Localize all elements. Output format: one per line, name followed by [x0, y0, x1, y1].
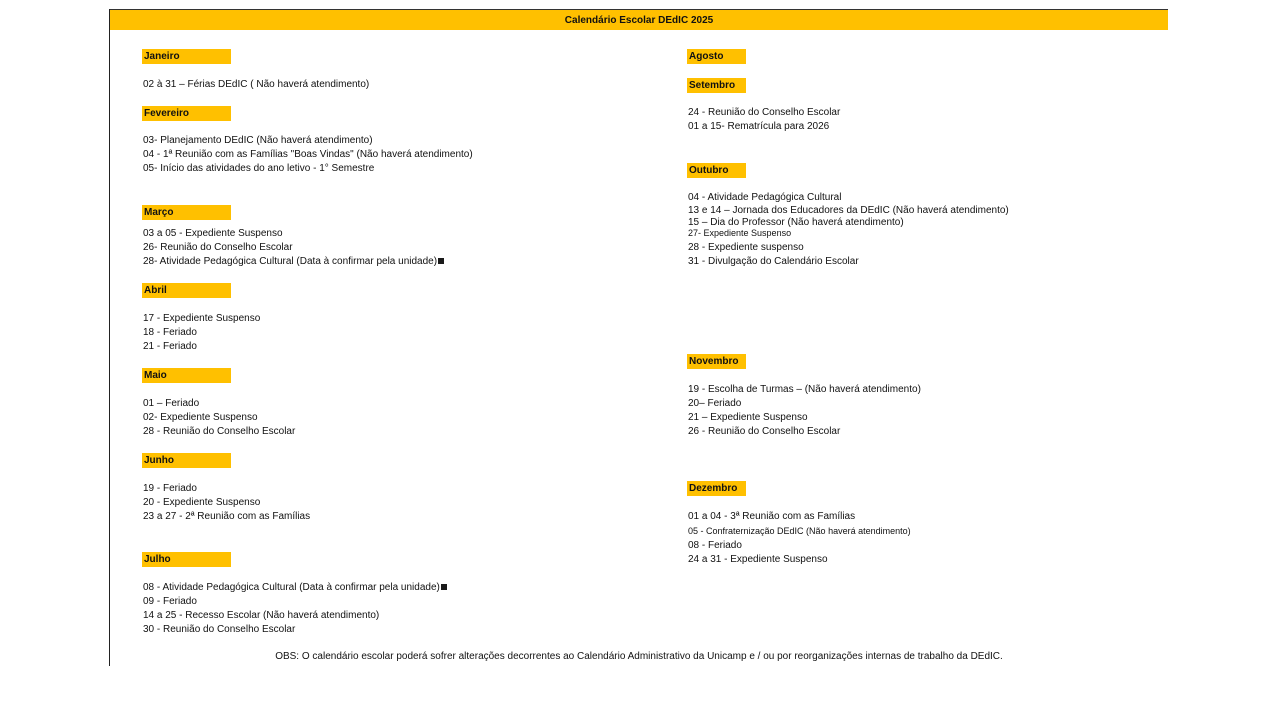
month-section-julho: [142, 552, 440, 635]
month-section-janeiro: [142, 49, 370, 90]
event-item: 13 e 14 – Jornada dos Educadores da DEdIC (Não haverá atendimento): [688, 205, 1009, 216]
left-border-line: [109, 9, 110, 666]
month-section-abril: [142, 283, 261, 352]
month-section-outubro: [687, 163, 1009, 267]
event-item: 04 - Atividade Pedagógica Cultural: [688, 192, 842, 203]
month-label: Setembro: [687, 78, 746, 93]
event-list: [143, 227, 444, 269]
month-section-fevereiro: [142, 106, 473, 174]
placeholder-icon: [438, 258, 444, 264]
event-item: 28 - Reunião do Conselho Escolar: [143, 426, 296, 437]
event-item: 08 - Feriado: [688, 540, 742, 551]
event-item: 24 - Reunião do Conselho Escolar: [688, 107, 841, 118]
event-item: 19 - Escolha de Turmas – (Não haverá atendimento): [688, 384, 921, 395]
event-item: 18 - Feriado: [143, 327, 197, 338]
calendar-title: Calendário Escolar DEdIC 2025: [110, 9, 1168, 30]
event-item: 31 - Divulgação do Calendário Escolar: [688, 256, 859, 267]
month-label: Julho: [142, 552, 231, 567]
event-item: 20– Feriado: [688, 398, 742, 409]
event-list: [688, 106, 840, 134]
event-text: 28- Atividade Pedagógica Cultural (Data à confirmar pela unidade): [143, 256, 438, 267]
month-section-agosto: [687, 49, 746, 64]
event-item: 19 - Feriado: [143, 483, 197, 494]
month-label: Dezembro: [687, 481, 746, 496]
event-item: 02- Expediente Suspenso: [143, 412, 258, 423]
event-item: 21 - Feriado: [143, 341, 197, 352]
event-list: [688, 191, 1009, 269]
event-item: 14 a 25 - Recesso Escolar (Não haverá atendimento): [143, 610, 380, 621]
event-item: 26- Reunião do Conselho Escolar: [143, 242, 293, 253]
event-item: 03 a 05 - Expediente Suspenso: [143, 228, 283, 239]
month-label: Fevereiro: [142, 106, 231, 121]
event-list: [143, 312, 260, 354]
event-item: 21 – Expediente Suspenso: [688, 412, 808, 423]
month-label: Março: [142, 205, 231, 220]
event-item: 26 - Reunião do Conselho Escolar: [688, 426, 841, 437]
event-item: 01 – Feriado: [143, 398, 200, 409]
event-item: 01 a 04 - 3ª Reunião com as Famílias: [688, 511, 856, 522]
event-list: [688, 510, 911, 567]
event-list: [688, 383, 921, 439]
month-label: Janeiro: [142, 49, 231, 64]
event-item: 09 - Feriado: [143, 596, 197, 607]
event-item: 27- Expediente Suspenso: [688, 228, 792, 238]
event-list: [143, 78, 369, 92]
month-section-marco: [142, 205, 438, 267]
observation-note: OBS: O calendário escolar poderá sofrer alterações decorrentes ao Calendário Administrativo da Unicamp e / ou por reorganizações internas de trabalho da DEdIC.: [275, 651, 1003, 662]
event-item: 23 a 27 - 2ª Reunião com as Famílias: [143, 511, 311, 522]
event-item: 28 - Expediente suspenso: [688, 242, 804, 253]
month-label: Novembro: [687, 354, 746, 369]
month-label: Agosto: [687, 49, 746, 64]
event-list: [143, 581, 447, 637]
month-label: Maio: [142, 368, 231, 383]
event-item: 17 - Expediente Suspenso: [143, 313, 261, 324]
month-label: Outubro: [687, 163, 746, 178]
event-item: 20 - Expediente Suspenso: [143, 497, 261, 508]
month-label: Abril: [142, 283, 231, 298]
event-item: [143, 581, 447, 595]
event-item: 03- Planejamento DEdIC (Não haverá atendimento): [143, 135, 373, 146]
month-label: Junho: [142, 453, 231, 468]
event-list: [143, 397, 295, 439]
month-section-dezembro: [687, 481, 911, 565]
event-item: 04 - 1ª Reunião com as Famílias "Boas Vindas" (Não haverá atendimento): [143, 149, 473, 160]
event-item: 01 a 15- Rematrícula para 2026: [688, 121, 830, 132]
month-section-junho: [142, 453, 311, 522]
event-item: [143, 255, 444, 269]
event-item: 05- Início das atividades do ano letivo - 1° Semestre: [143, 163, 375, 174]
event-item: 30 - Reunião do Conselho Escolar: [143, 624, 296, 635]
placeholder-icon: [441, 584, 447, 590]
month-section-novembro: [687, 354, 921, 437]
event-item: 02 à 31 – Férias DEdIC ( Não haverá atendimento): [143, 79, 370, 90]
event-item: 24 a 31 - Expediente Suspenso: [688, 554, 828, 565]
event-item: 05 - Confraternização DEdIC (Não haverá atendimento): [688, 526, 911, 536]
event-list: [143, 482, 310, 524]
month-section-setembro: [687, 78, 841, 132]
event-text: 08 - Atividade Pedagógica Cultural (Data à confirmar pela unidade): [143, 582, 440, 593]
event-list: [143, 134, 473, 176]
event-item: 15 – Dia do Professor (Não haverá atendimento): [688, 217, 904, 228]
month-section-maio: [142, 368, 296, 437]
